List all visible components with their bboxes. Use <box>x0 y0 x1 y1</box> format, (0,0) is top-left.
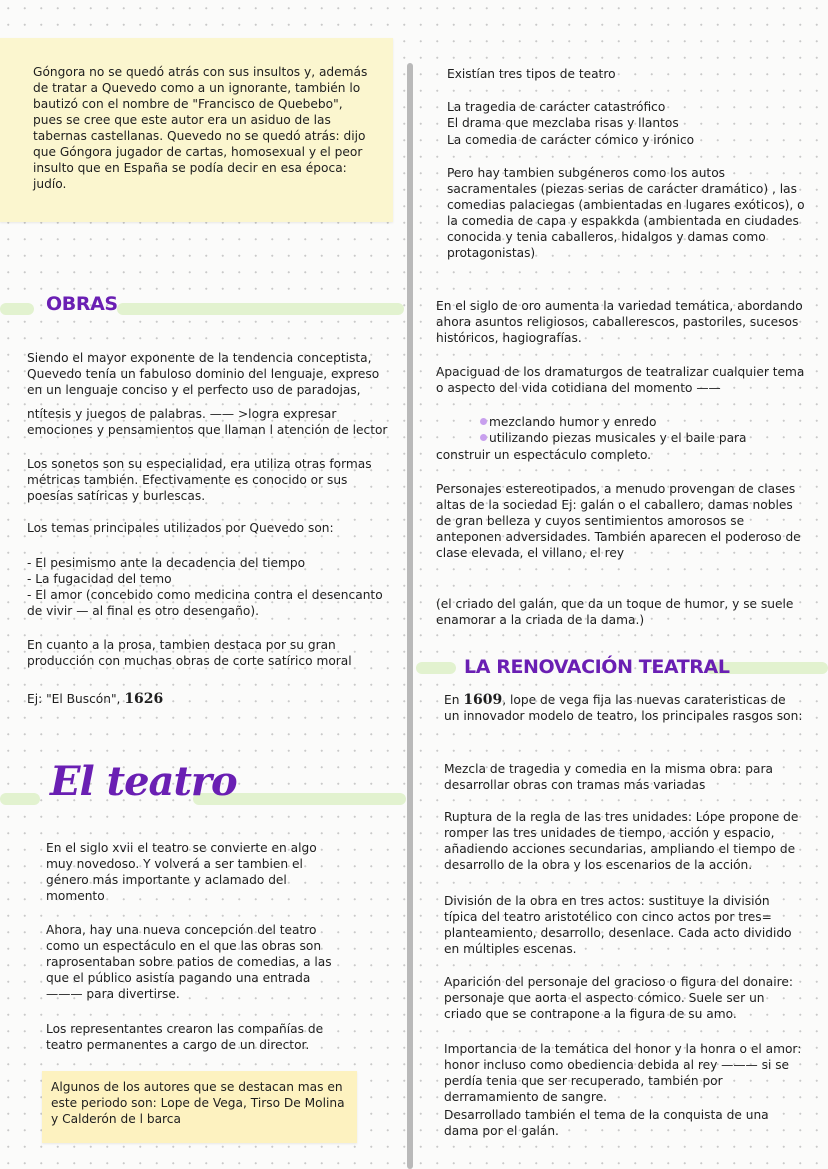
rasgo-3: División de la obra en tres actos: sustituye la división típica del teatro aristotélico con cinco actos por tres= planteamiento, desarrollo, desenlace. Cada acto dividido en múltiples escenas. <box>444 894 792 956</box>
apaciguad-paragraph: Apaciguad de los dramaturgos de teatralizar cualquier tema o aspecto del vida cotidiana del momento —— <box>436 365 805 395</box>
ejemplo-year: 1626 <box>124 691 164 707</box>
teatro-highlight-left <box>0 793 40 805</box>
rasgo-1: Mezcla de tragedia y comedia en la misma obra: para desarrollar obras con tramas más variadas <box>444 762 773 792</box>
lope-paragraph <box>444 692 804 724</box>
tipo-item-1: La tragedia de carácter catastrófico <box>447 100 666 114</box>
bullet-text-2: utilizando piezas musicales y el baile para <box>489 431 747 445</box>
ejemplo-label: Ej: "El Buscón", <box>27 692 121 706</box>
obras-heading: OBRAS <box>46 293 118 315</box>
bullet-item-1 <box>480 414 810 430</box>
ejemplo-buscon <box>27 691 392 707</box>
rasgo-4: Aparición del personaje del gracioso o figura del donaire: personaje que aorta el aspecto cómico. Suele ser un criado que se contrapone a la figura de su amo. <box>444 975 793 1021</box>
gongora-note-text: Góngora no se quedó atrás con sus insultos y, además de tratar a Quevedo como a un ignorante, también lo bautizó con el nombre de "Francisco de Quebebo", pues se cree que este autor era un asiduo de las tabernas castellanas. Quevedo no se quedó atrás: dijo que Góngora jugador de cartas, homosexual y el peor insulto que en España se podía decir en esa época: judío. <box>33 65 368 191</box>
obras-highlight-right <box>117 303 404 315</box>
tipo-item-3: La comedia de carácter cómico y irónico <box>447 133 695 147</box>
siglo-oro-paragraph: En el siglo de oro aumenta la variedad temática, abordando ahora asuntos religiosos, caballerescos, pastoriles, sucesos históricos, hagiografías. <box>436 299 803 345</box>
tipos-intro: Existían tres tipos de teatro <box>447 67 616 81</box>
bullet-item-2-continuation: construir un espectáculo completo. <box>436 448 652 462</box>
lope-year: 1609 <box>463 692 503 708</box>
column-divider <box>407 63 413 1169</box>
prosa-paragraph: En cuanto a la prosa, tambien destaca por su gran producción con muchas obras de corte satírico moral <box>27 638 352 668</box>
obras-paragraph-1: Siendo el mayor exponente de la tendencia conceptista, Quevedo tenía un fabuloso dominio del lenguaje, expreso en un lenguaje conciso y el perfecto uso de paradojas, <box>27 351 380 397</box>
bullet-dot-icon <box>480 434 487 441</box>
criado-paragraph: (el criado del galán, que da un toque de humor, y se suele enamorar a la criada de la dama.) <box>436 597 794 627</box>
obras-paragraph-2: Los sonetos son su especialidad, era utiliza otras formas métricas también. Efectivamente es conocido or sus poesías satíricas y burlescas. <box>27 457 372 503</box>
bullet-item-2 <box>480 430 810 446</box>
bullet-dot-icon <box>480 418 487 425</box>
rasgo-5: Importancia de la temática del honor y la honra o el amor: honor incluso como obediencia debida al rey ——— si se perdía tenia que ser recuperado, también por derramamiento de sangre. <box>444 1042 802 1104</box>
autores-note-text: Algunos de los autores que se destacan mas en este periodo son: Lope de Vega, Tirso De Molina y Calderón de l barca <box>51 1080 345 1126</box>
teatro-paragraph-3: Los representantes crearon las compañías de teatro permanentes a cargo de un director. <box>46 1022 324 1052</box>
temas-intro: Los temas principales utilizados por Quevedo son: <box>27 521 334 535</box>
tipo-item-2: El drama que mezclaba risas y llantos <box>447 116 679 130</box>
rasgo-2: Ruptura de la regla de las tres unidades: Lópe propone de romper las tres unidades de tiempo, acción y espacio, añadiendo acciones secundarias, ampliando el tiempo de desarrollo de la obra y los escenarios de la acción. <box>444 810 799 872</box>
rasgo-6: Desarrollado también el tema de la conquista de una dama por el galán. <box>444 1108 769 1138</box>
bullet-text-1: mezclando humor y enredo <box>489 415 657 429</box>
subgeneros-paragraph: Pero hay tambien subgéneros como los autos sacramentales (piezas serias de carácter dramático) , las comedias palaciegas (ambientadas en lugares exóticos), o la comedia de capa y espakkda (ambientada en ciudades conocida y tenia caballeros, hidalgos y damas como protagonistas) <box>447 166 805 260</box>
teatro-paragraph-1: En el siglo xvii el teatro se convierte en algo muy novedoso. Y volverá a ser tambien el género más importante y aclamado del momento <box>46 841 317 903</box>
obras-paragraph-1b: ntítesis y juegos de palabras. —— >logra expresar emociones y pensamientos que llaman l atención de lector <box>27 407 388 437</box>
renovacion-heading: LA RENOVACIÓN TEATRAL <box>464 656 730 678</box>
teatro-paragraph-2: Ahora, hay una nueva concepción del teatro como un espectáculo en el que las obras son raprosentaban sobre patios de comedias, a las que el público asistía pagando una entrada ——— para divertirse. <box>46 923 332 1001</box>
tema-item-3: - El amor (concebido como medicina contra el desencanto de vivir — al final es otro desengaño). <box>27 588 383 618</box>
tema-item-2: - La fugacidad del temo <box>27 572 172 586</box>
personajes-paragraph: Personajes estereotipados, a menudo provengan de clases altas de la sociedad Ej: galán o el caballero, damas nobles de gran belleza y cuyos sentimientos amorosos se anteponen adversidades. También aparecen el poderoso de clase elevada, el villano, el rey <box>436 482 801 560</box>
teatro-heading: El teatro <box>50 758 237 805</box>
obras-highlight-left <box>0 303 34 315</box>
tema-item-1: - El pesimismo ante la decadencia del tiempo <box>27 556 306 570</box>
lope-rest: , lope de vega fija las nuevas carateristicas de un innovador modelo de teatro, los principales rasgos son: <box>444 693 803 723</box>
lope-prefix: En <box>444 693 460 707</box>
renovacion-highlight-left <box>416 662 456 674</box>
